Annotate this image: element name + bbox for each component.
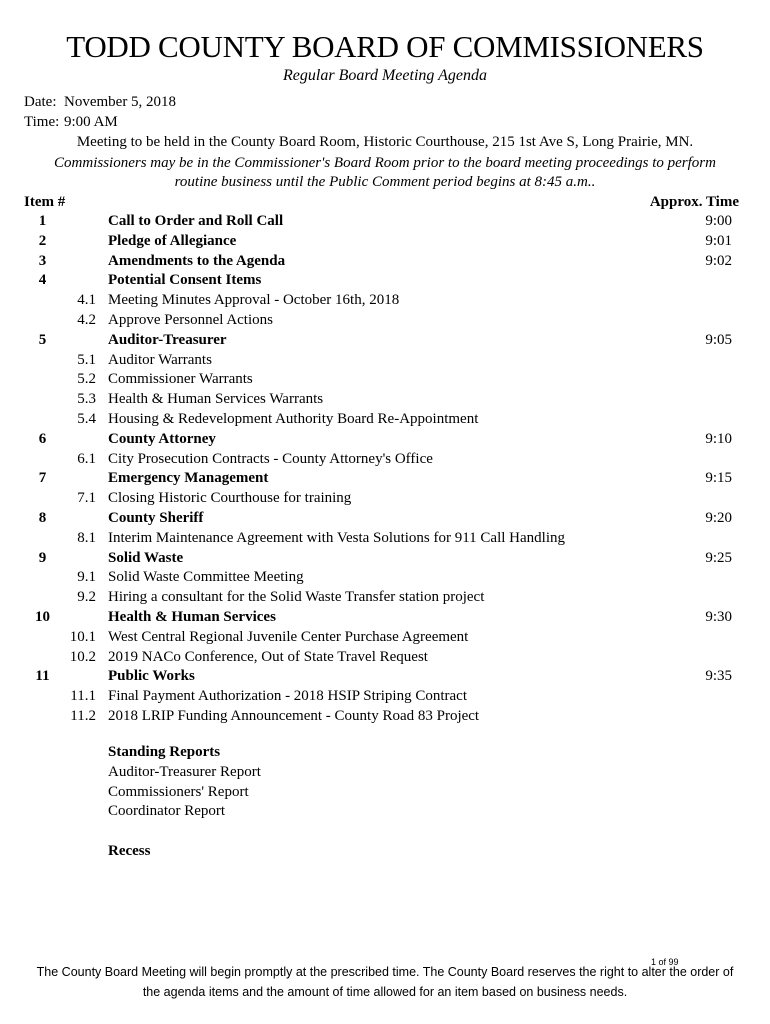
agenda-row bbox=[0, 688, 770, 708]
agenda-item-text: Interim Maintenance Agreement with Vesta Solutions for 911 Call Handling bbox=[108, 529, 565, 546]
item-column-header: Item # bbox=[24, 194, 66, 210]
agenda-item-text: City Prosecution Contracts - County Attorney's Office bbox=[108, 450, 433, 467]
page-subtitle: Regular Board Meeting Agenda bbox=[283, 67, 487, 84]
agenda-item-text: West Central Regional Juvenile Center Purchase Agreement bbox=[108, 628, 469, 645]
sub-item-number: 11.2 bbox=[70, 707, 96, 724]
agenda-item-text: Health & Human Services bbox=[108, 608, 276, 625]
agenda-row bbox=[0, 629, 770, 649]
date-label: Date: bbox=[24, 94, 57, 110]
item-number: 7 bbox=[38, 470, 47, 487]
sub-item-number: 11.1 bbox=[70, 688, 96, 705]
agenda-item-text: Approve Personnel Actions bbox=[108, 311, 273, 328]
agenda-row bbox=[0, 451, 770, 471]
agenda-row bbox=[0, 431, 770, 451]
agenda-row bbox=[0, 352, 770, 372]
agenda-row bbox=[0, 391, 770, 411]
agenda-item-text: Commissioner Warrants bbox=[108, 371, 253, 388]
item-number: 8 bbox=[38, 509, 47, 526]
meeting-date bbox=[24, 94, 176, 111]
item-number: 11 bbox=[35, 668, 50, 685]
meeting-location: Meeting to be held in the County Board Room, Historic Courthouse, 215 1st Ave S, Long Prairie, MN. bbox=[76, 134, 694, 150]
item-number: 1 bbox=[38, 213, 47, 229]
approx-time: 9:25 bbox=[705, 549, 732, 566]
agenda-row bbox=[0, 510, 770, 530]
approx-time: 9:20 bbox=[705, 509, 732, 526]
approx-time: 9:00 bbox=[705, 213, 732, 229]
agenda-item-text: Auditor Warrants bbox=[108, 351, 212, 368]
approx-time: 9:01 bbox=[705, 232, 732, 249]
agenda-row bbox=[0, 272, 770, 292]
agenda-row bbox=[0, 332, 770, 352]
recess-label: Recess bbox=[108, 843, 151, 859]
sub-item-number: 9.1 bbox=[77, 569, 96, 586]
sub-item-number: 4.2 bbox=[77, 311, 96, 328]
agenda-item-text: County Attorney bbox=[108, 430, 216, 447]
footer-line-1: The County Board Meeting will begin promptly at the prescribed time. The County Board reserves the right to alter the order of bbox=[36, 965, 734, 979]
agenda-row bbox=[0, 649, 770, 669]
agenda-row bbox=[0, 550, 770, 570]
time-value: 9:00 AM bbox=[64, 114, 118, 130]
agenda-item-text: County Sheriff bbox=[108, 509, 204, 526]
agenda-item-text: Public Works bbox=[108, 668, 195, 685]
page-title: TODD COUNTY BOARD OF COMMISSIONERS bbox=[66, 29, 704, 64]
agenda-item-text: 2018 LRIP Funding Announcement - County Road 83 Project bbox=[108, 707, 480, 724]
agenda-row bbox=[0, 292, 770, 312]
sub-item-number: 4.1 bbox=[77, 292, 96, 309]
approx-time: 9:30 bbox=[705, 608, 732, 625]
agenda-item-text: Solid Waste bbox=[108, 549, 184, 566]
standing-report-item: Commissioners' Report bbox=[108, 783, 249, 800]
agenda-item-text: Hiring a consultant for the Solid Waste Transfer station project bbox=[108, 589, 485, 606]
item-number: 2 bbox=[38, 232, 47, 249]
agenda-row bbox=[0, 609, 770, 629]
agenda-item-text: Emergency Management bbox=[108, 470, 269, 487]
meeting-time bbox=[24, 114, 118, 131]
agenda-item-text: Meeting Minutes Approval - October 16th, 2018 bbox=[108, 292, 400, 309]
footer-line-2: the agenda items and the amount of time allowed for an item based on business needs. bbox=[142, 985, 628, 999]
sub-item-number: 5.2 bbox=[77, 371, 96, 388]
agenda-row bbox=[0, 530, 770, 550]
approx-time: 9:02 bbox=[705, 252, 732, 269]
note-line-2: routine business until the Public Comment period begins at 8:45 a.m.. bbox=[174, 174, 596, 190]
agenda-item-text: Call to Order and Roll Call bbox=[108, 213, 284, 229]
standing-reports bbox=[108, 744, 261, 823]
agenda-row bbox=[0, 411, 770, 431]
item-number: 10 bbox=[35, 608, 50, 625]
agenda-row bbox=[0, 233, 770, 253]
footer-note bbox=[0, 962, 770, 1002]
approx-time: 9:05 bbox=[705, 331, 732, 348]
agenda-row bbox=[0, 371, 770, 391]
approx-time: 9:15 bbox=[705, 470, 732, 487]
sub-item-number: 10.2 bbox=[69, 648, 96, 665]
sub-item-number: 5.4 bbox=[77, 410, 96, 427]
approx-time: 9:10 bbox=[705, 430, 732, 447]
page-number: 1 of 99 bbox=[651, 957, 679, 967]
agenda-list bbox=[0, 213, 770, 728]
sub-item-number: 5.1 bbox=[77, 351, 96, 368]
agenda-item-text: Auditor-Treasurer bbox=[108, 331, 227, 348]
sub-item-number: 9.2 bbox=[77, 589, 96, 606]
item-number: 5 bbox=[38, 331, 47, 348]
agenda-item-text: Final Payment Authorization - 2018 HSIP Striping Contract bbox=[108, 688, 468, 705]
item-number: 3 bbox=[38, 252, 47, 269]
note-line-1: Commissioners may be in the Commissioner's Board Room prior to the board meeting proceedings to perform bbox=[54, 155, 716, 171]
agenda-row bbox=[0, 668, 770, 688]
sub-item-number: 5.3 bbox=[77, 391, 96, 408]
agenda-item-text: Closing Historic Courthouse for training bbox=[108, 490, 352, 507]
approx-time: 9:35 bbox=[705, 668, 732, 685]
agenda-row bbox=[0, 589, 770, 609]
time-label: Time: bbox=[24, 114, 60, 130]
agenda-item-text: Pledge of Allegiance bbox=[108, 232, 237, 249]
agenda-item-text: 2019 NACo Conference, Out of State Travel Request bbox=[108, 648, 428, 665]
standing-reports-heading: Standing Reports bbox=[108, 744, 221, 760]
item-number: 9 bbox=[38, 549, 47, 566]
agenda-item-text: Potential Consent Items bbox=[108, 272, 262, 289]
agenda-row bbox=[0, 253, 770, 273]
agenda-row bbox=[0, 312, 770, 332]
standing-report-item: Coordinator Report bbox=[108, 803, 226, 820]
sub-item-number: 7.1 bbox=[77, 490, 96, 507]
agenda-row bbox=[0, 213, 770, 233]
agenda-item-text: Housing & Redevelopment Authority Board Re-Appointment bbox=[108, 410, 479, 427]
agenda-row bbox=[0, 569, 770, 589]
sub-item-number: 8.1 bbox=[77, 529, 96, 546]
standing-report-item: Auditor-Treasurer Report bbox=[108, 763, 261, 780]
sub-item-number: 10.1 bbox=[69, 628, 96, 645]
agenda-item-text: Amendments to the Agenda bbox=[108, 252, 286, 269]
meeting-note bbox=[0, 154, 770, 192]
agenda-item-text: Solid Waste Committee Meeting bbox=[108, 569, 304, 586]
agenda-item-text: Health & Human Services Warrants bbox=[108, 391, 324, 408]
agenda-row bbox=[0, 708, 770, 728]
item-number: 4 bbox=[38, 272, 47, 289]
time-column-header: Approx. Time bbox=[649, 194, 739, 210]
date-value: November 5, 2018 bbox=[64, 94, 177, 110]
sub-item-number: 6.1 bbox=[77, 450, 96, 467]
agenda-row bbox=[0, 490, 770, 510]
item-number: 6 bbox=[38, 430, 47, 447]
agenda-row bbox=[0, 470, 770, 490]
